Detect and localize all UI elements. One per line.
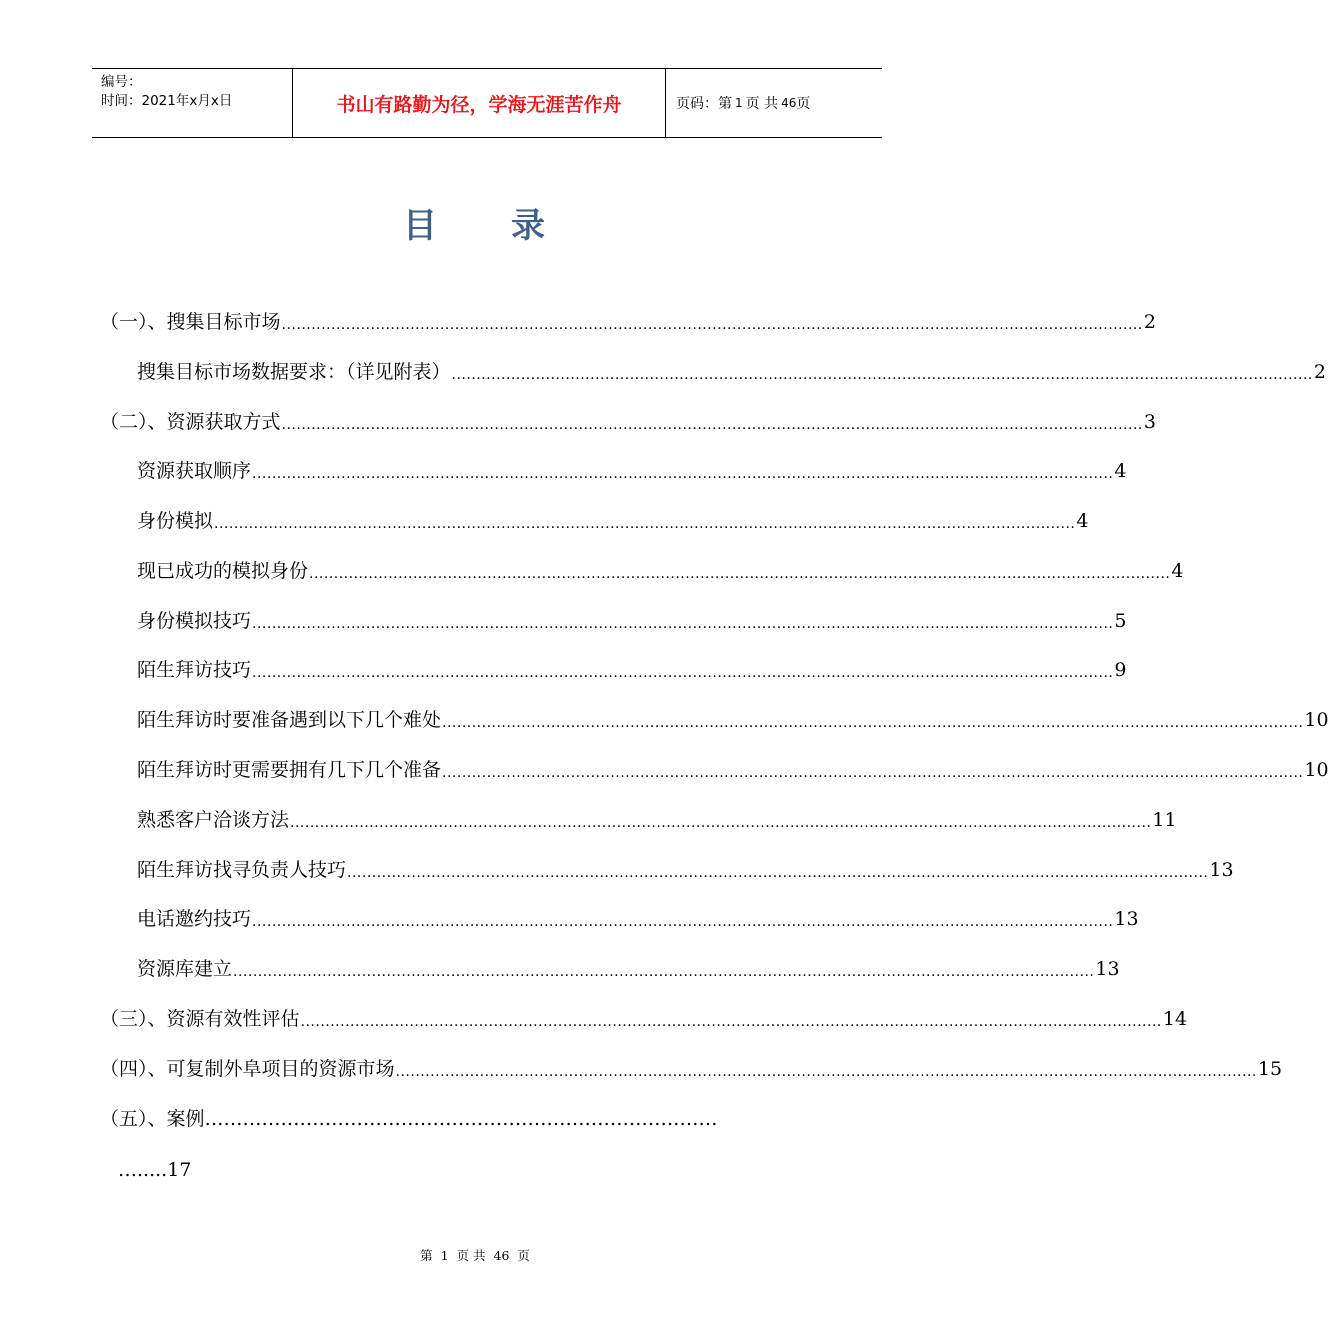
toc-entry[interactable]: [100, 308, 1156, 336]
page-info-suffix: 页: [796, 96, 811, 112]
toc-entry[interactable]: [137, 856, 1234, 884]
toc-entry[interactable]: [137, 607, 1127, 635]
toc-entry[interactable]: [137, 706, 1329, 734]
toc-leader: ..............................................................................................................................................................................: [300, 1014, 1162, 1030]
page-title: [0, 198, 950, 247]
toc-entry-page: 15: [1257, 1058, 1283, 1080]
toc-leader: ..............................................................................................................................................................................: [347, 865, 1209, 881]
time-label: 时间：2021年x月x日: [101, 93, 233, 109]
footer-total-pages: 46: [493, 1248, 510, 1263]
toc-entry-label: 身份模拟技巧: [137, 610, 252, 632]
toc-entry-label: 资源库建立: [137, 958, 233, 980]
toc-entry-label: 电话邀约技巧: [137, 908, 252, 930]
toc-leader: ..............................................................................................................................................................................: [252, 466, 1114, 482]
footer-mid: 页 共: [456, 1248, 486, 1263]
page-info-mid: 页 共: [745, 96, 779, 112]
toc-entry-page: 14: [1162, 1008, 1188, 1030]
toc-leader: ..............................................................................................................................................................................: [442, 765, 1304, 781]
toc-entry-case-continuation[interactable]: [118, 1156, 191, 1184]
toc-entry-label: （四）、可复制外阜项目的资源市场: [100, 1058, 395, 1080]
toc-entry-label: 搜集目标市场数据要求：（详见附表）: [137, 361, 451, 383]
toc-leader: ..............................................................................................................................................................................: [214, 516, 1076, 532]
page-info-prefix: 页码：第: [676, 96, 732, 112]
toc-entry[interactable]: [137, 557, 1184, 585]
toc-entry-page: 13: [1209, 859, 1234, 881]
header-table: [92, 68, 882, 138]
toc-leader: ..............................................................................................................................................................................: [281, 317, 1143, 333]
page-info-total: 46: [781, 96, 797, 110]
toc-entry-page: 2: [1143, 311, 1156, 333]
toc-entry-label: （三）、资源有效性评估: [100, 1008, 300, 1030]
toc-entry-page: 5: [1114, 610, 1127, 632]
toc-entry-page: 3: [1143, 411, 1156, 433]
toc-entry-label: （二）、资源获取方式: [100, 411, 281, 433]
toc-entry-label: （一）、搜集目标市场: [100, 311, 281, 333]
toc-leader-dots: .....: [137, 1159, 168, 1181]
toc-entry-label: 陌生拜访找寻负责人技巧: [137, 859, 347, 881]
toc-entry-page: 13: [1114, 908, 1139, 930]
page-info-current: 1: [735, 96, 743, 110]
toc-leader: ..............................................................................................................................................................................: [252, 665, 1114, 681]
toc-entry-page: 4: [1114, 460, 1127, 482]
toc-entry-page: 4: [1076, 510, 1089, 532]
toc-entry[interactable]: [137, 358, 1326, 386]
footer-current-page: 1: [440, 1248, 449, 1263]
header-motto: 书山有路勤为径，学海无涯苦作舟: [293, 69, 666, 137]
toc-leader-continuation: …: [118, 1159, 137, 1181]
toc-entry-label: 身份模拟: [137, 510, 214, 532]
toc-entry-label: 陌生拜访时更需要拥有几下几个准备: [137, 759, 442, 781]
toc-entry[interactable]: [137, 457, 1127, 485]
toc-entry-page: 4: [1171, 560, 1184, 582]
header-page-info: [666, 69, 882, 137]
toc-entry-page: 10: [1304, 709, 1329, 731]
serial-label: 编号：: [101, 74, 142, 90]
page-footer: [0, 1246, 950, 1264]
toc-entry-label: 资源获取顺序: [137, 460, 252, 482]
title-char-2: 录: [511, 206, 547, 246]
toc-entry-case[interactable]: [100, 1104, 870, 1134]
footer-suffix: 页: [517, 1248, 530, 1263]
toc-entry-label: 熟悉客户洽谈方法: [137, 809, 290, 831]
toc-leader: ..............................................................................................................................................................................: [252, 616, 1114, 632]
toc-entry[interactable]: [137, 905, 1139, 933]
toc-entry-page: 13: [1095, 958, 1120, 980]
toc-entry-page: 2: [1313, 361, 1326, 383]
toc-leader: ..............................................................................................................................................................................: [442, 715, 1304, 731]
toc-leader: ..............................................................................................................................................................................: [233, 964, 1095, 980]
toc-entry-page: 10: [1304, 759, 1329, 781]
toc-entry[interactable]: [137, 507, 1089, 535]
toc-entry[interactable]: [137, 806, 1177, 834]
toc-leader: ..............................................................................................................................................................................: [451, 367, 1313, 383]
toc-entry-page: 9: [1114, 659, 1127, 681]
toc-entry[interactable]: [137, 955, 1120, 983]
header-meta-cell: [92, 69, 293, 137]
toc-entry-page: 17: [167, 1159, 192, 1181]
toc-entry[interactable]: [137, 756, 1329, 784]
toc-leader: ..............................................................................................................................................................................: [290, 815, 1152, 831]
toc-leader: ..............................................................................................................................................................................: [309, 566, 1171, 582]
toc-leader: ..............................................................................................................................................................................: [252, 914, 1114, 930]
toc-leader: ..............................................................................................................................................................................: [281, 417, 1143, 433]
toc-leader: ..............................................................................................................................................................................: [395, 1064, 1257, 1080]
toc-entry[interactable]: [100, 1055, 1283, 1083]
toc-leader: ………………………………………………………………………: [204, 1108, 718, 1130]
toc-entry[interactable]: [137, 656, 1127, 684]
toc-entry[interactable]: [100, 408, 1156, 436]
footer-prefix: 第: [420, 1248, 433, 1263]
toc-entry-label: 陌生拜访时要准备遇到以下几个难处: [137, 709, 442, 731]
toc-entry[interactable]: [100, 1005, 1188, 1033]
title-char-1: 目: [403, 206, 439, 246]
toc-entry-label: 陌生拜访技巧: [137, 659, 252, 681]
toc-entry-label: （五）、案例: [100, 1108, 205, 1130]
toc-entry-label: 现已成功的模拟身份: [137, 560, 309, 582]
toc-entry-page: 11: [1152, 809, 1177, 831]
